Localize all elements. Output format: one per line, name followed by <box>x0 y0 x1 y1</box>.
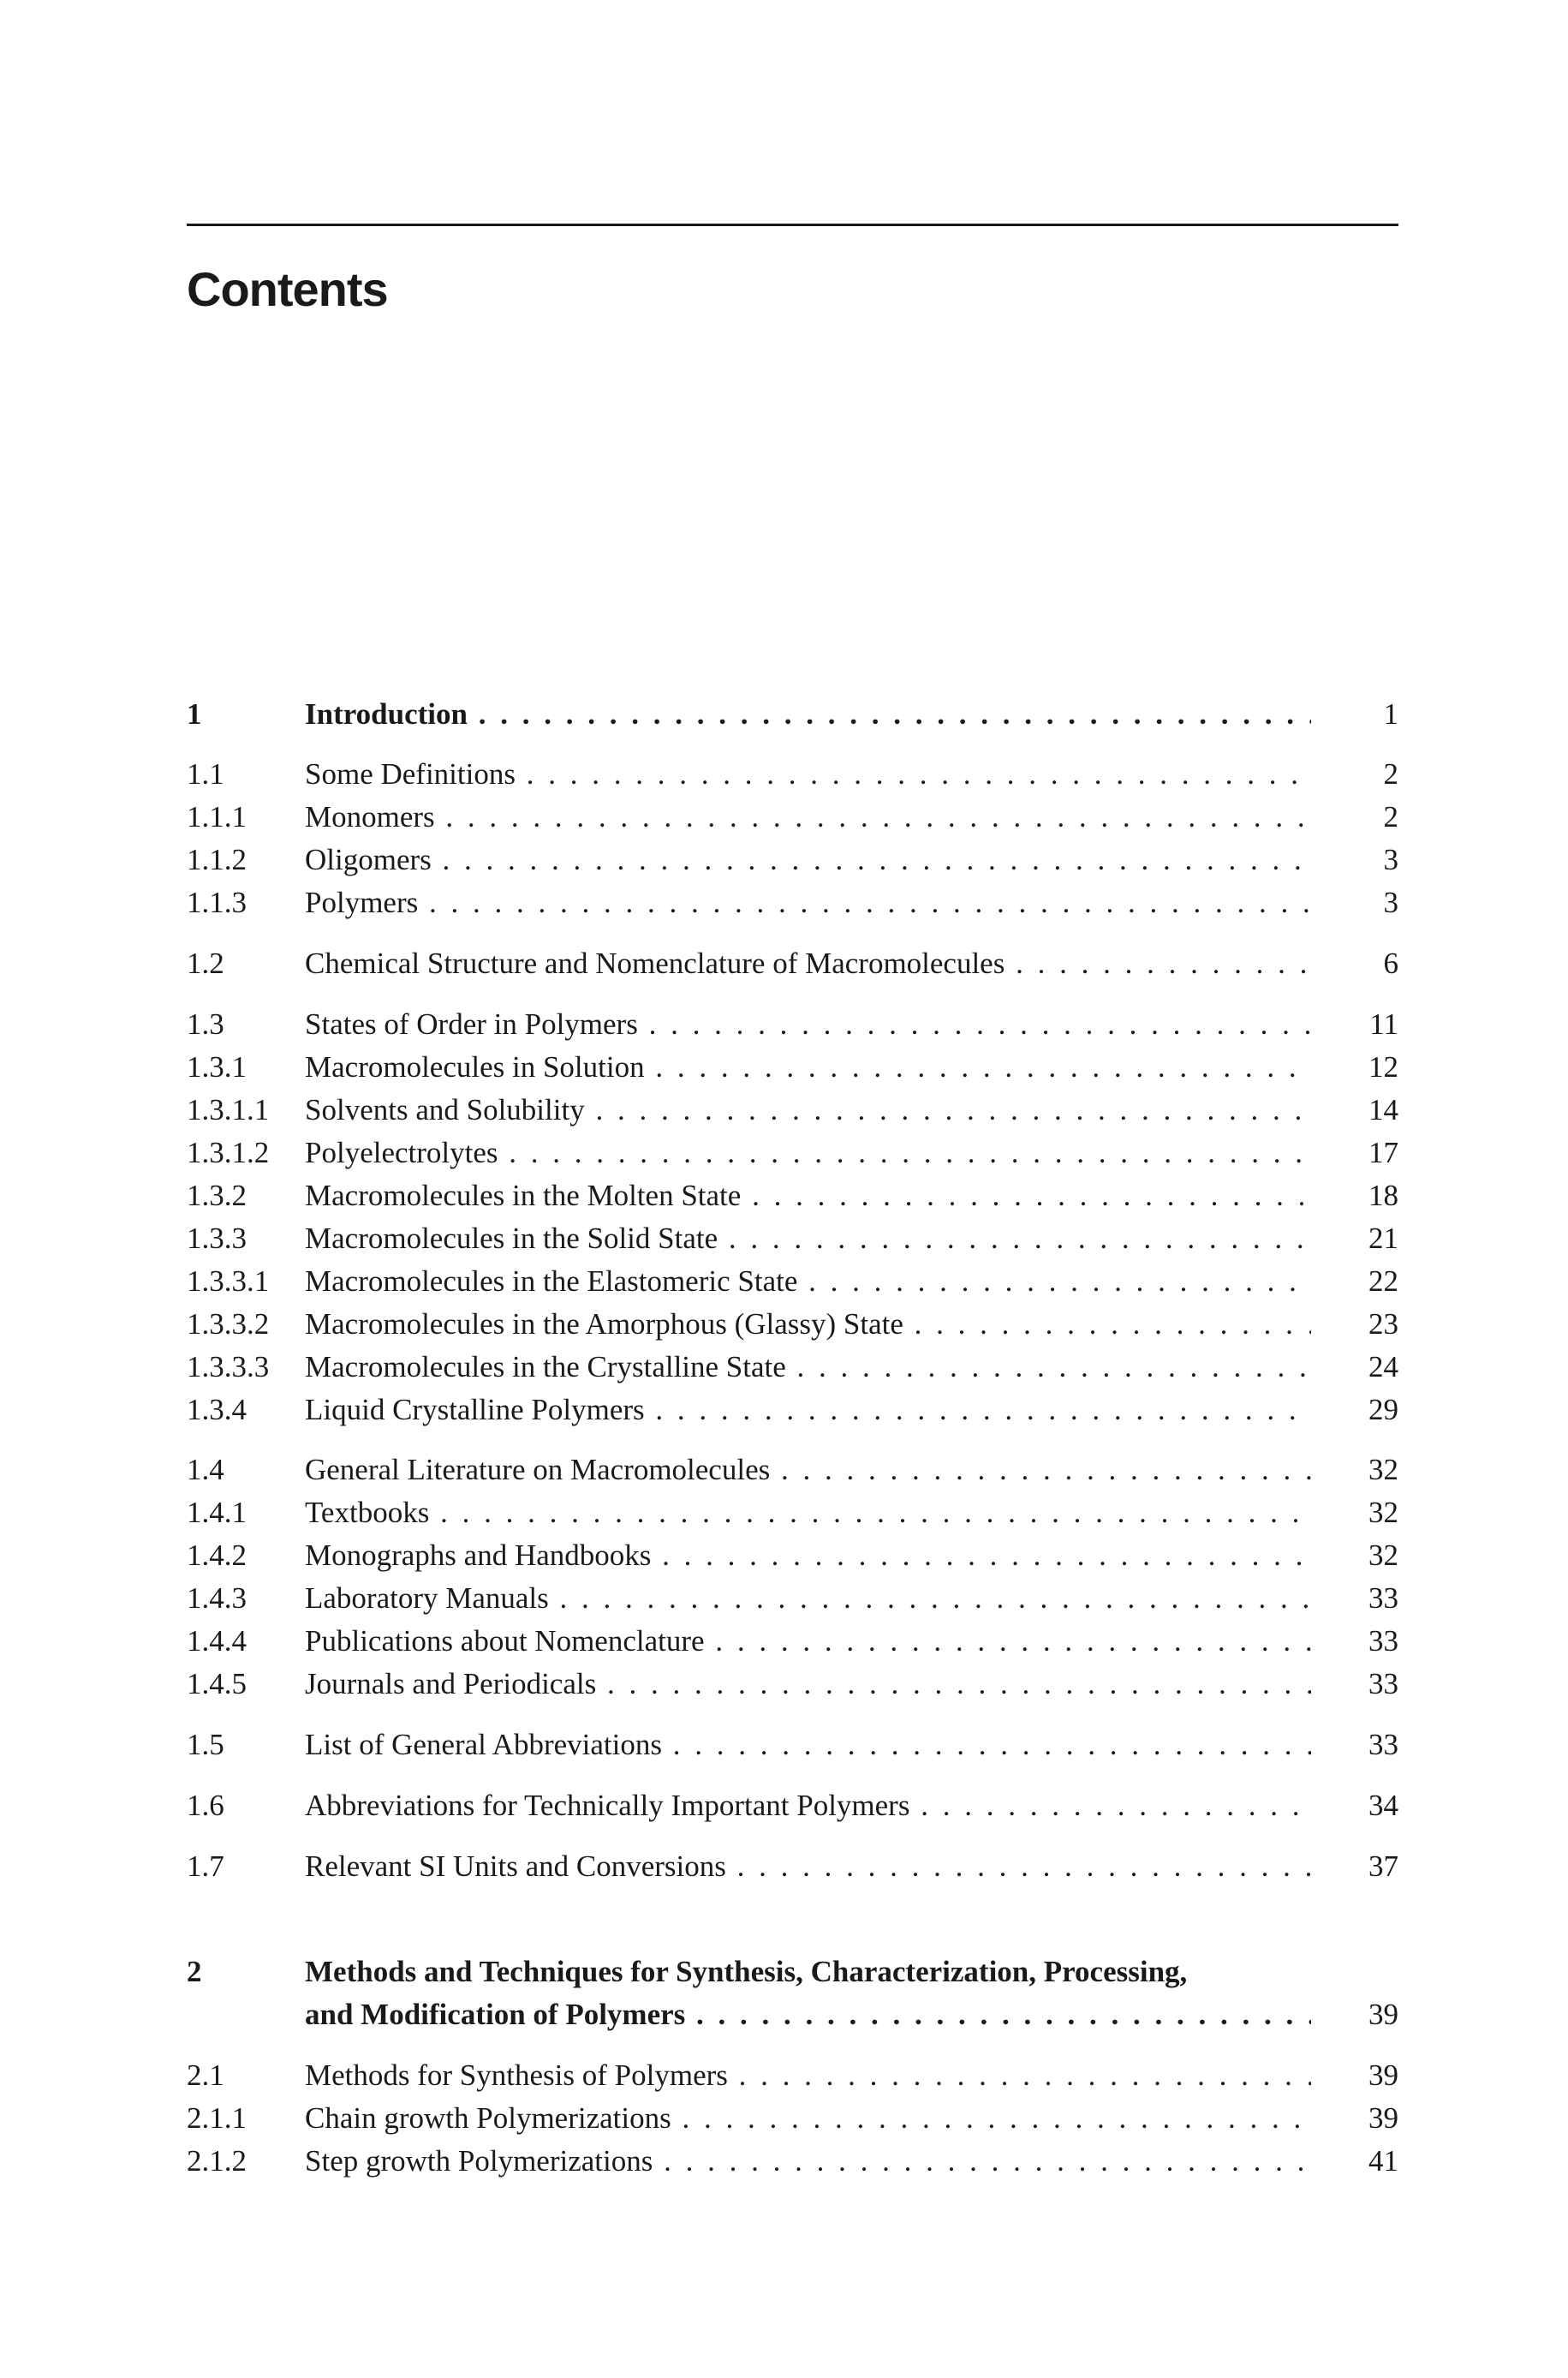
toc-entry-chapter-2-line-2[interactable] <box>187 1996 1398 2034</box>
toc-number: 1.3.4 <box>187 1393 247 1426</box>
toc-label-text: Methods for Synthesis of Polymers . . . <box>305 2058 1311 2092</box>
toc-page: 32 <box>1368 1453 1398 1486</box>
toc-label <box>305 2057 1311 2094</box>
toc-page: 21 <box>1368 1222 1398 1255</box>
toc-entry[interactable] <box>187 1134 1398 1172</box>
toc-entry[interactable] <box>187 1348 1398 1386</box>
toc-entry[interactable] <box>187 1177 1398 1215</box>
toc-entry[interactable] <box>187 884 1398 922</box>
toc-label <box>305 1391 1311 1429</box>
toc-label-text: General Literature on Macromolecules . . . <box>305 1453 1311 1486</box>
toc-page: 6 <box>1383 947 1398 980</box>
toc-entry[interactable] <box>187 1451 1398 1489</box>
toc-page: 18 <box>1368 1179 1398 1212</box>
toc-label <box>305 1348 1311 1386</box>
toc-label-text: Some Definitions . . . <box>305 757 1311 791</box>
toc-page: 33 <box>1368 1581 1398 1615</box>
toc-number: 1 <box>187 697 202 731</box>
toc-label <box>305 841 1311 879</box>
toc-label <box>305 1091 1311 1129</box>
toc-label <box>305 1494 1311 1532</box>
toc-label-text: Macromolecules in the Solid State . . . <box>305 1222 1311 1255</box>
toc-number: 1.1.1 <box>187 800 247 833</box>
toc-page: 39 <box>1368 1998 1398 2031</box>
toc-number: 2.1.2 <box>187 2144 247 2178</box>
toc-label-text: Macromolecules in Solution . . . <box>305 1050 1311 1084</box>
toc-number: 2.1.1 <box>187 2101 247 2135</box>
toc-page: 32 <box>1368 1539 1398 1572</box>
toc-label <box>305 945 1311 983</box>
toc-number: 1.2 <box>187 947 224 980</box>
toc-entry[interactable] <box>187 1665 1398 1703</box>
toc-number: 1.6 <box>187 1789 224 1822</box>
toc-label-text: List of General Abbreviations . . . <box>305 1728 1311 1761</box>
toc-label-text: Journals and Periodicals . . . <box>305 1667 1311 1700</box>
toc-page: 11 <box>1369 1007 1398 1041</box>
toc-label-text: and Modification of Polymers . . . <box>305 1998 1311 2031</box>
toc-label-text: Publications about Nomenclature . . . <box>305 1624 1311 1658</box>
toc-label <box>305 1306 1311 1343</box>
toc-label <box>305 1726 1311 1764</box>
toc-number: 1.7 <box>187 1849 224 1883</box>
toc-entry[interactable] <box>187 1726 1398 1764</box>
toc-page: 33 <box>1368 1728 1398 1761</box>
toc-label-text: Macromolecules in the Crystalline State . . . <box>305 1350 1311 1383</box>
toc-label <box>305 1134 1311 1172</box>
toc-number: 1.3.3.1 <box>187 1264 270 1298</box>
toc-number: 1.1 <box>187 757 224 791</box>
toc-label-text: Chain growth Polymerizations . . . <box>305 2101 1311 2135</box>
toc-entry[interactable] <box>187 1006 1398 1043</box>
toc-label-text: Polymers . . . <box>305 886 1311 919</box>
toc-label-text: Polyelectrolytes . . . <box>305 1136 1311 1169</box>
toc-page: 32 <box>1368 1496 1398 1529</box>
toc-label-text: States of Order in Polymers . . . <box>305 1007 1311 1041</box>
toc-label <box>305 884 1311 922</box>
toc-page: 12 <box>1368 1050 1398 1084</box>
toc-page: 3 <box>1383 843 1398 876</box>
toc-number: 1.4 <box>187 1453 224 1486</box>
toc-label-text: Monomers . . . <box>305 800 1311 833</box>
toc-entry[interactable] <box>187 1220 1398 1258</box>
toc-label-text: Macromolecules in the Amorphous (Glassy) State . . . <box>305 1307 1311 1341</box>
toc-page: 41 <box>1368 2144 1398 2178</box>
toc-page: 24 <box>1368 1350 1398 1383</box>
toc-entry[interactable] <box>187 1537 1398 1574</box>
toc-entry[interactable] <box>187 756 1398 793</box>
toc-label-text: Liquid Crystalline Polymers . . . <box>305 1393 1311 1426</box>
toc-entry[interactable] <box>187 1391 1398 1429</box>
toc-number: 1.4.1 <box>187 1496 247 1529</box>
toc-page: 1 <box>1383 697 1398 731</box>
toc-entry[interactable] <box>187 945 1398 983</box>
toc-entry[interactable] <box>187 1787 1398 1825</box>
toc-entry[interactable] <box>187 1622 1398 1660</box>
toc-number: 1.4.2 <box>187 1539 247 1572</box>
toc-page: 34 <box>1368 1789 1398 1822</box>
toc-number: 1.5 <box>187 1728 224 1761</box>
toc-entry[interactable] <box>187 2142 1398 2180</box>
toc-entry[interactable] <box>187 2100 1398 2137</box>
toc-number: 2 <box>187 1955 202 1988</box>
toc-label <box>305 2142 1311 2180</box>
toc-page: 14 <box>1368 1093 1398 1126</box>
toc-label <box>305 756 1311 793</box>
toc-number: 1.3 <box>187 1007 224 1041</box>
toc-number: 1.1.2 <box>187 843 247 876</box>
toc-label <box>305 1177 1311 1215</box>
toc-label-line-1: Methods and Techniques for Synthesis, Characterization, Processing, <box>305 1955 1188 1988</box>
toc-page: 37 <box>1368 1849 1398 1883</box>
toc-number: 1.3.1 <box>187 1050 247 1084</box>
toc-label-text: Relevant SI Units and Conversions . . . <box>305 1849 1311 1883</box>
toc-page: 3 <box>1383 886 1398 919</box>
toc-label-text: Macromolecules in the Elastomeric State . . . <box>305 1264 1311 1298</box>
toc-label <box>305 1006 1311 1043</box>
toc-number: 1.3.2 <box>187 1179 247 1212</box>
toc-label-text: Macromolecules in the Molten State . . . <box>305 1179 1311 1212</box>
toc-label <box>305 1787 1311 1825</box>
toc-number: 1.3.3.2 <box>187 1307 270 1341</box>
toc-page: 33 <box>1368 1624 1398 1658</box>
toc-page: 39 <box>1368 2101 1398 2135</box>
toc-number: 1.1.3 <box>187 886 247 919</box>
toc-label-text: Oligomers . . . <box>305 843 1311 876</box>
toc-number: 2.1 <box>187 2058 224 2092</box>
toc-page: 22 <box>1368 1264 1398 1298</box>
toc-label <box>305 1451 1311 1489</box>
toc-label <box>305 2100 1311 2137</box>
toc-label <box>305 696 1311 733</box>
toc-label <box>305 1263 1311 1300</box>
page-title: Contents <box>187 262 388 316</box>
toc-page: 29 <box>1368 1393 1398 1426</box>
toc-label <box>305 1049 1311 1086</box>
toc-label-text: Chemical Structure and Nomenclature of Macromolecules . . . <box>305 947 1311 980</box>
toc-entry[interactable] <box>187 1049 1398 1086</box>
toc-number: 1.3.1.2 <box>187 1136 270 1169</box>
toc-entry[interactable] <box>187 1494 1398 1532</box>
toc-number: 1.4.4 <box>187 1624 247 1658</box>
toc-page: 2 <box>1383 800 1398 833</box>
toc-label <box>305 1622 1311 1660</box>
toc-label <box>305 1665 1311 1703</box>
toc-entry-chapter-1[interactable] <box>187 696 1398 733</box>
header-rule <box>187 224 1398 226</box>
toc-number: 1.3.1.1 <box>187 1093 270 1126</box>
toc-page: 17 <box>1368 1136 1398 1169</box>
toc-number: 1.3.3.3 <box>187 1350 270 1383</box>
toc-entry[interactable] <box>187 1306 1398 1343</box>
toc-entry[interactable] <box>187 1848 1398 1885</box>
toc-number: 1.3.3 <box>187 1222 247 1255</box>
toc-label <box>305 1848 1311 1885</box>
toc-label-text: Laboratory Manuals . . . <box>305 1581 1311 1615</box>
toc-entry[interactable] <box>187 1263 1398 1300</box>
toc-label <box>305 798 1311 836</box>
toc-label-text: Monographs and Handbooks . . . <box>305 1539 1311 1572</box>
toc-label-text: Abbreviations for Technically Important Polymers . . . <box>305 1789 1311 1822</box>
toc-entry[interactable] <box>187 1091 1398 1129</box>
toc-entry[interactable] <box>187 1580 1398 1617</box>
toc-page: 2 <box>1383 757 1398 791</box>
toc-page: 33 <box>1368 1667 1398 1700</box>
toc-entry-chapter-2-line-1[interactable] <box>187 1953 1398 1991</box>
toc-label <box>305 1537 1311 1574</box>
toc-entry[interactable] <box>187 841 1398 879</box>
toc-label-text: Step growth Polymerizations . . . <box>305 2144 1311 2178</box>
toc-number: 1.4.5 <box>187 1667 247 1700</box>
toc-label <box>305 1996 1311 2034</box>
toc-label-text: Textbooks . . . <box>305 1496 1311 1529</box>
toc-label-text: Solvents and Solubility . . . <box>305 1093 1311 1126</box>
toc-label-text: Introduction . . . <box>305 697 1311 731</box>
toc-entry[interactable] <box>187 2057 1398 2094</box>
toc-label <box>305 1580 1311 1617</box>
toc-entry[interactable] <box>187 798 1398 836</box>
toc-number: 1.4.3 <box>187 1581 247 1615</box>
toc-page: 23 <box>1368 1307 1398 1341</box>
toc-page: 39 <box>1368 2058 1398 2092</box>
toc-label <box>305 1220 1311 1258</box>
